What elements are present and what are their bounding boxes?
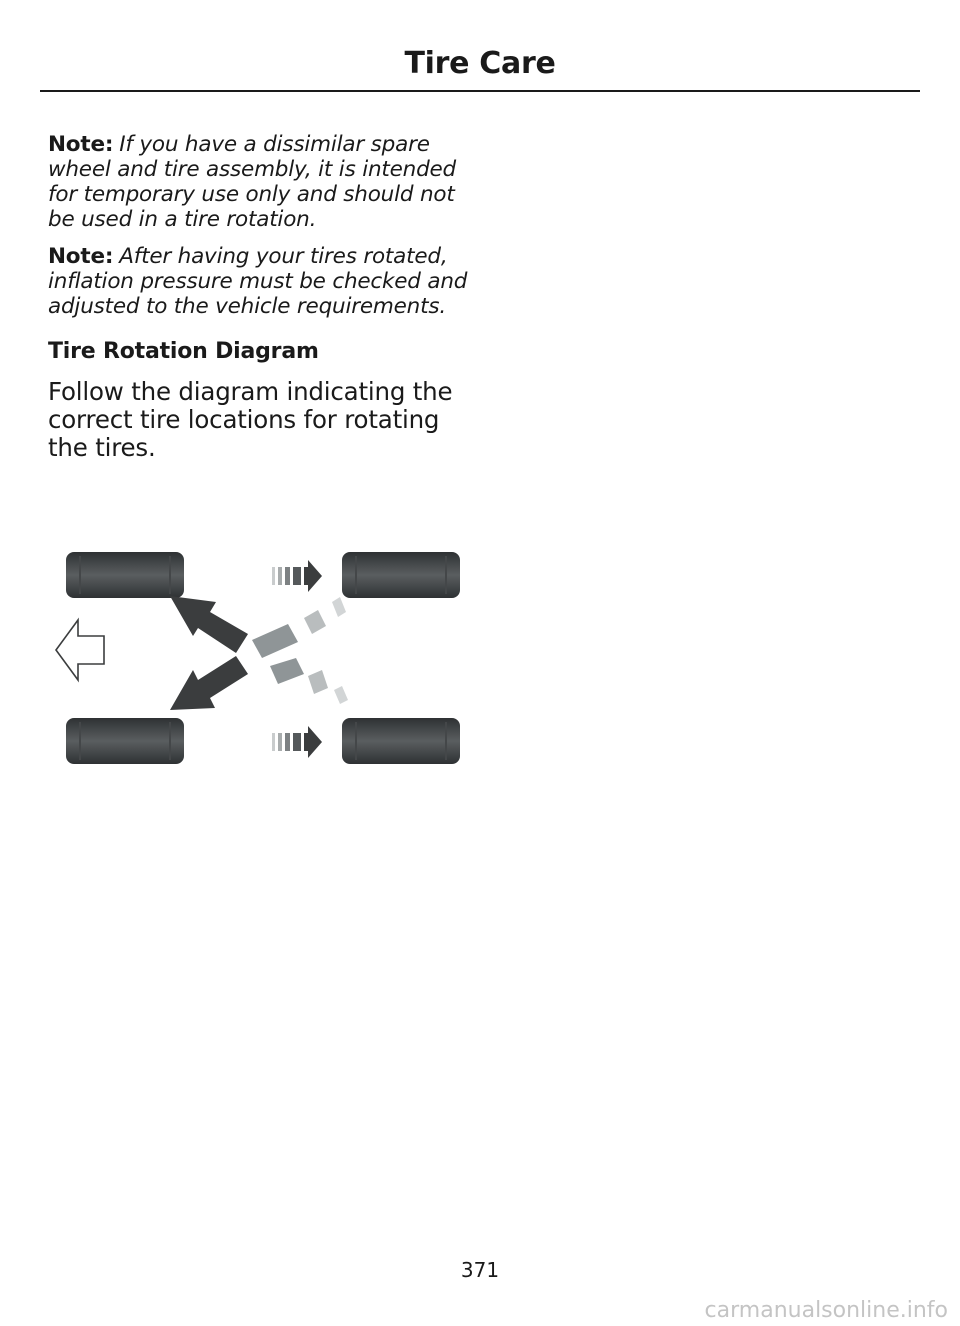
arrow-diagonal-down-icon <box>170 656 248 710</box>
arrow-bottom-straight-icon <box>272 726 322 758</box>
note-label: Note: <box>48 244 114 269</box>
section-heading: Tire Rotation Diagram <box>48 339 319 364</box>
arrow-top-straight-icon <box>272 560 322 592</box>
watermark: carmanualsonline.info <box>704 1298 948 1323</box>
tire-front-left-icon <box>66 552 184 598</box>
tire-rotation-diagram <box>52 540 462 780</box>
arrow-diagonal-up-icon <box>170 596 248 653</box>
note-label: Note: <box>48 132 114 157</box>
section-body: Follow the diagram indicating the correct tire locations for rotating the tires. <box>48 377 453 462</box>
page-title: Tire Care <box>404 46 556 81</box>
arrow-diagonal-tail-upper-icon <box>252 597 346 658</box>
page-number: 371 <box>460 1258 500 1282</box>
tire-rear-right-icon <box>342 718 460 764</box>
arrow-diagonal-tail-lower-icon <box>270 658 348 704</box>
note-inflation-pressure <box>48 244 468 319</box>
content-column <box>48 132 468 462</box>
note-text: After having your tires rotated, inflation pressure must be checked and adjusted to the vehicle requirements. <box>48 244 468 319</box>
page-header <box>40 40 920 92</box>
tire-front-right-icon <box>66 718 184 764</box>
forward-direction-arrow-icon <box>56 620 104 680</box>
tire-rear-left-icon <box>342 552 460 598</box>
note-text: If you have a dissimilar spare wheel and tire assembly, it is intended for temporary use only and should not be used in a tire rotation. <box>48 132 457 232</box>
note-spare-wheel <box>48 132 468 232</box>
